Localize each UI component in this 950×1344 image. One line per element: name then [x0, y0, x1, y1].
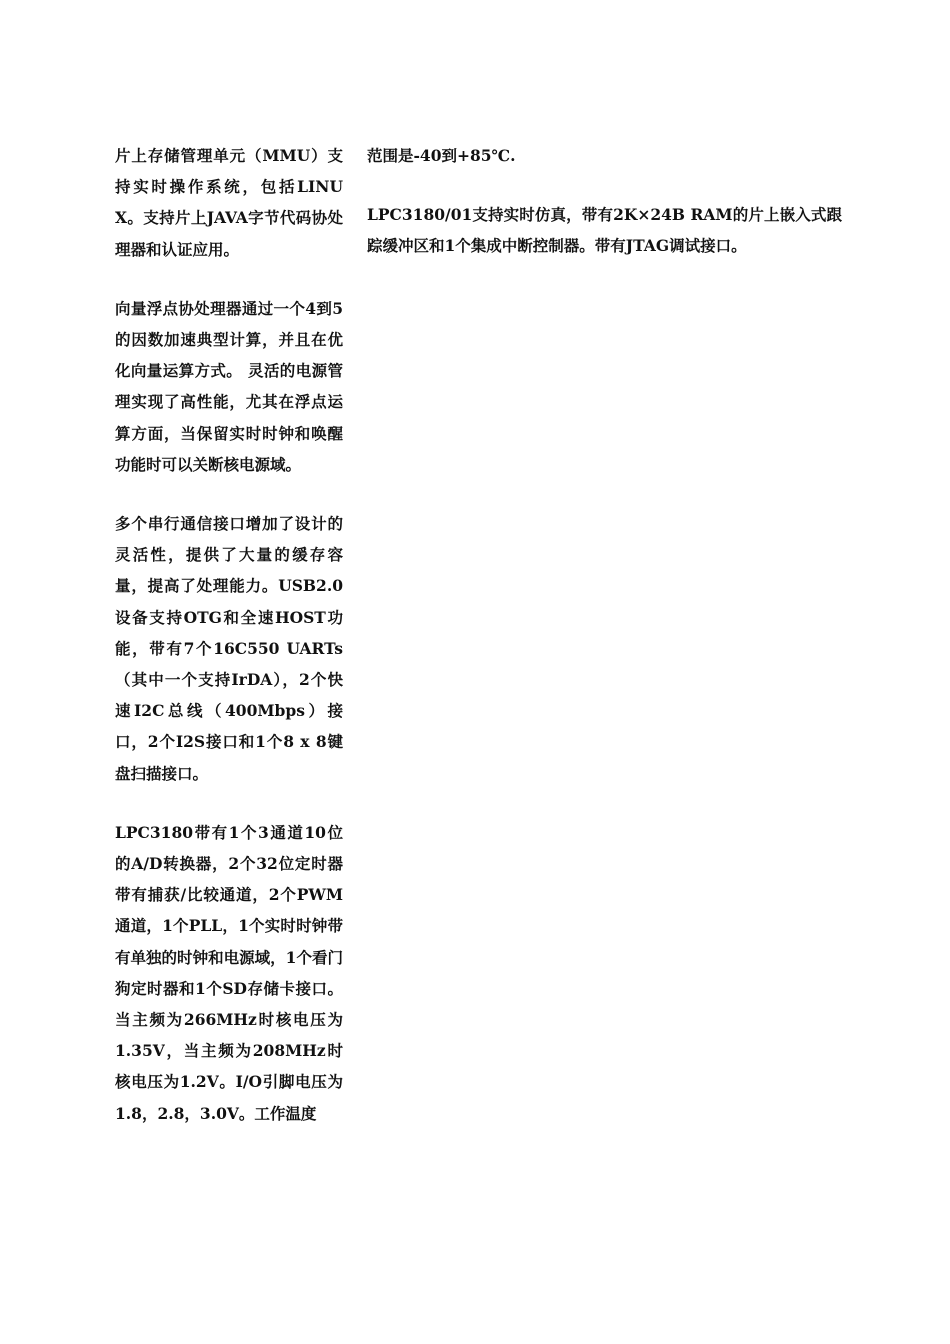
paragraph-vector-float: 向量浮点协处理器通过一个4到5的因数加速典型计算，并且在优化向量运算方式。 灵活的电源管理实现了高性能，尤其在浮点运算方面，当保留实时时钟和唤醒功能时可以关断核电源域。 — [115, 298, 343, 474]
paragraph-temperature-range: 范围是-40到+85℃. — [367, 146, 516, 165]
paragraph-gap — [367, 171, 842, 199]
paragraph-gap — [115, 265, 343, 293]
paragraph-peripherals: LPC3180带有1个3通道10位的A/D转换器，2个32位定时器带有捕获/比较通道，2个PWM通道，1个PLL，1个实时时钟带有单独的时钟和电源域，1个看门狗定时器和1个SD存储卡接口。当主频为266MHz时核电压为1.35V，当主频为208MHz时核电压为1.2V。I/O引脚电压为1.8，2.8，3.0V。工作温度 — [115, 822, 343, 1123]
paragraph-emulation: LPC3180/01支持实时仿真，带有2K×24B RAM的片上嵌入式跟踪缓冲区和1个集成中断控制器。带有JTAG调试接口。 — [367, 205, 842, 256]
paragraph-gap — [115, 480, 343, 508]
paragraph-serial-interfaces: 多个串行通信接口增加了设计的灵活性，提供了大量的缓存容量，提高了处理能力。USB2.0设备支持OTG和全速HOST功能，带有7个16C550 UARTs（其中一个支持IrDA），2个快速I2C总线（400Mbps）接口，2个I2S接口和1个8 x 8键盘扫描接口。 — [115, 514, 343, 783]
left-column — [115, 140, 343, 1129]
paragraph-mmu: 片上存储管理单元（MMU）支持实时操作系统，包括LINUX。支持片上JAVA字节代码协处理器和认证应用。 — [115, 146, 343, 259]
paragraph-gap — [115, 789, 343, 817]
right-column — [367, 140, 842, 262]
